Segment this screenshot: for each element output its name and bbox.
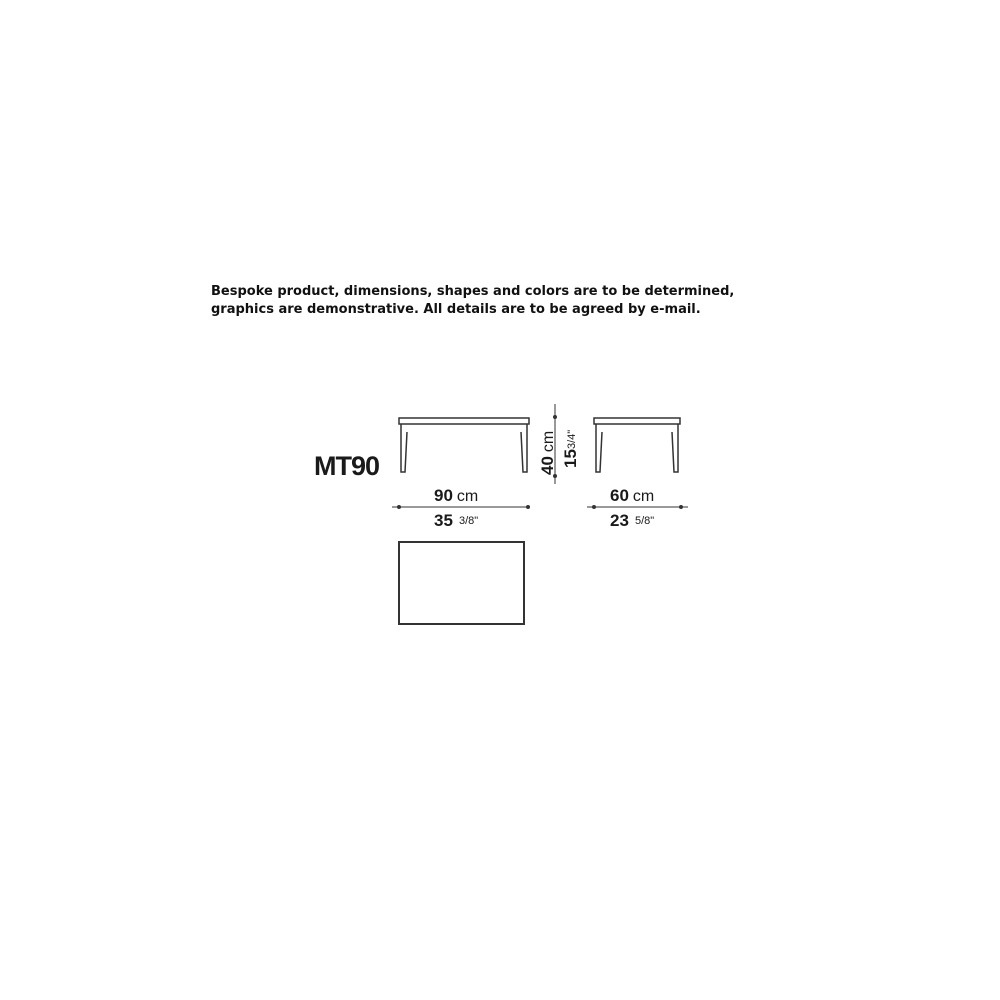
height-metric-label: 40cm — [538, 430, 557, 475]
side-right-leg — [672, 424, 678, 472]
front-tabletop — [399, 418, 529, 424]
depth-dimension-line — [587, 505, 688, 509]
front-view-drawing — [399, 418, 529, 472]
height-imperial-fraction: 3/4" — [566, 429, 578, 449]
depth-imperial-label: 23 — [610, 511, 629, 530]
depth-metric-label: 60 cm — [610, 486, 655, 505]
depth-imperial-fraction: 5/8" — [635, 515, 655, 527]
width-metric-label: 90 cm — [434, 486, 479, 505]
side-tabletop — [594, 418, 680, 424]
width-dimension-line — [392, 505, 530, 509]
top-view-drawing — [399, 542, 524, 624]
front-left-leg — [401, 424, 407, 472]
width-imperial-label: 35 — [434, 511, 453, 530]
width-imperial-fraction: 3/8" — [459, 515, 479, 527]
side-left-leg — [596, 424, 602, 472]
side-view-drawing — [594, 418, 680, 472]
disclaimer-line-1: Bespoke product, dimensions, shapes and colors are to be determined, — [211, 284, 735, 299]
height-imperial-label: 15 — [561, 449, 580, 468]
front-right-leg — [521, 424, 527, 472]
disclaimer-line-2: graphics are demonstrative. All details are to be agreed by e-mail. — [211, 302, 701, 317]
model-name: MT90 — [314, 451, 380, 481]
